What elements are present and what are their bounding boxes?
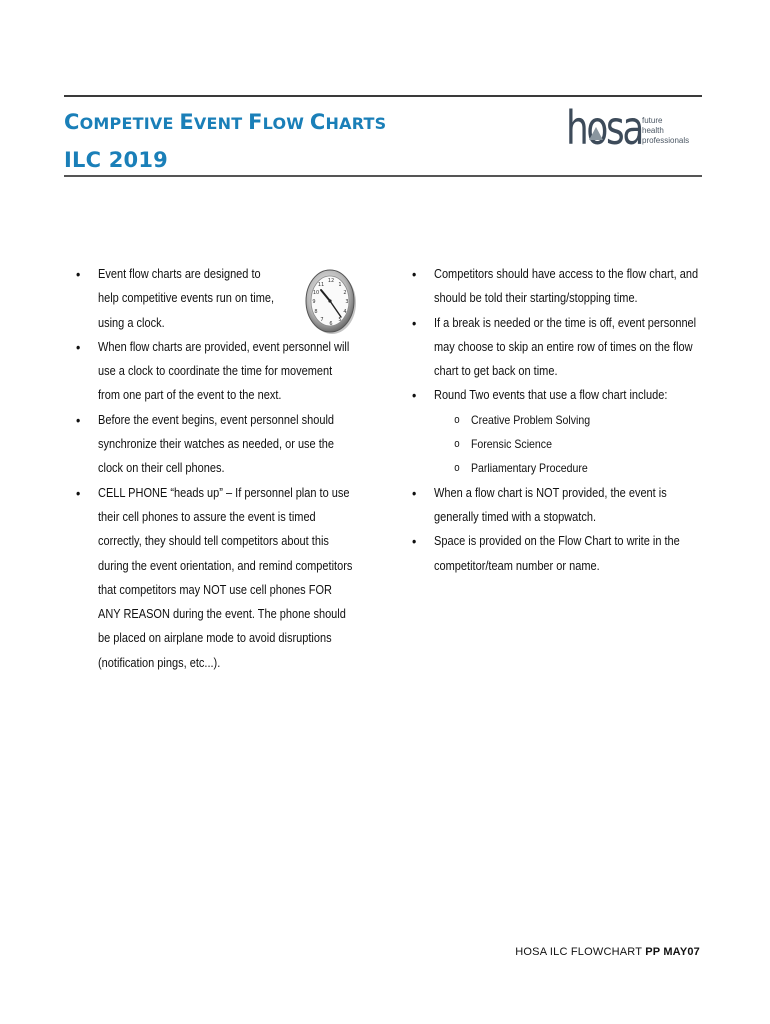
logo-tagline: future health professionals bbox=[642, 116, 690, 145]
header-top-rule bbox=[64, 95, 702, 97]
page-title bbox=[64, 104, 386, 178]
bullet-icon: • bbox=[412, 484, 417, 501]
sub-bullet-icon: o bbox=[454, 462, 460, 475]
header-bottom-rule bbox=[64, 175, 702, 177]
svg-text:6: 6 bbox=[329, 321, 333, 327]
list-item: • When flow charts are provided, event personnel will use a clock to coordinate the time for movement from one part of the event to the next. bbox=[76, 335, 356, 408]
hosa-logo bbox=[566, 101, 690, 165]
list-item: • Event flow charts are designed to help competitive events run on time, using a clock. bbox=[76, 262, 356, 335]
sub-list-item: o Creative Problem Solving bbox=[434, 408, 702, 432]
title-line-2: ILC 2019 bbox=[64, 148, 168, 172]
list-item: • Round Two events that use a flow chart include: o Creative Problem Solving o Forensic Science o Parliamentary Procedure bbox=[412, 383, 702, 480]
right-column bbox=[412, 262, 702, 578]
wall-clock-icon bbox=[305, 268, 357, 336]
list-item: • Before the event begins, event personnel should synchronize their watches as needed, or use the clock on their cell phones. bbox=[76, 408, 356, 481]
svg-text:10: 10 bbox=[312, 290, 320, 296]
svg-text:12: 12 bbox=[327, 278, 335, 284]
bullet-icon: • bbox=[76, 411, 81, 428]
svg-text:4: 4 bbox=[343, 309, 347, 315]
sub-bullet-icon: o bbox=[454, 413, 460, 426]
logo-wordmark: hosa bbox=[566, 101, 643, 155]
right-bullet-list bbox=[412, 262, 702, 578]
bullet-icon: • bbox=[412, 533, 417, 550]
sub-list-item: o Forensic Science bbox=[434, 432, 702, 456]
list-item: • Competitors should have access to the flow chart, and should be told their starting/stopping time. bbox=[412, 262, 702, 311]
list-item: • CELL PHONE “heads up” – If personnel plan to use their cell phones to assure the event is timed correctly, they should tell competitors about this during the event orientation, and remind competitors that competitors may NOT use cell phones FOR ANY REASON during the event. The phone should be placed on airplane mode to avoid disruptions (notification pings, etc...). bbox=[76, 481, 356, 675]
bullet-icon: • bbox=[76, 266, 81, 282]
svg-text:9: 9 bbox=[312, 299, 316, 305]
round-two-events-list bbox=[434, 408, 702, 481]
list-item: • Space is provided on the Flow Chart to write in the competitor/team number or name. bbox=[412, 529, 702, 578]
svg-text:7: 7 bbox=[320, 317, 324, 323]
list-item: • If a break is needed or the time is off, event personnel may choose to skip an entire row of times on the flow chart to get back on time. bbox=[412, 311, 702, 384]
svg-text:2: 2 bbox=[343, 290, 347, 296]
bullet-icon: • bbox=[412, 266, 417, 282]
title-line-1: COMPETIVE EVENT FLOW CHARTS bbox=[64, 110, 387, 134]
svg-text:5: 5 bbox=[338, 317, 342, 323]
sub-bullet-icon: o bbox=[454, 438, 460, 451]
bullet-icon: • bbox=[76, 484, 81, 501]
svg-text:3: 3 bbox=[345, 299, 349, 305]
list-item: • When a flow chart is NOT provided, the event is generally timed with a stopwatch. bbox=[412, 481, 702, 530]
page-footer: HOSA ILC FLOWCHART PP MAY07 bbox=[515, 946, 700, 958]
bullet-icon: • bbox=[412, 387, 417, 404]
svg-text:1: 1 bbox=[338, 282, 342, 288]
bullet-icon: • bbox=[412, 314, 417, 331]
svg-text:11: 11 bbox=[317, 282, 325, 288]
sub-list-item: o Parliamentary Procedure bbox=[434, 456, 702, 480]
bullet-icon: • bbox=[76, 338, 81, 355]
svg-text:8: 8 bbox=[314, 309, 318, 315]
logo-triangle-icon bbox=[589, 127, 603, 140]
